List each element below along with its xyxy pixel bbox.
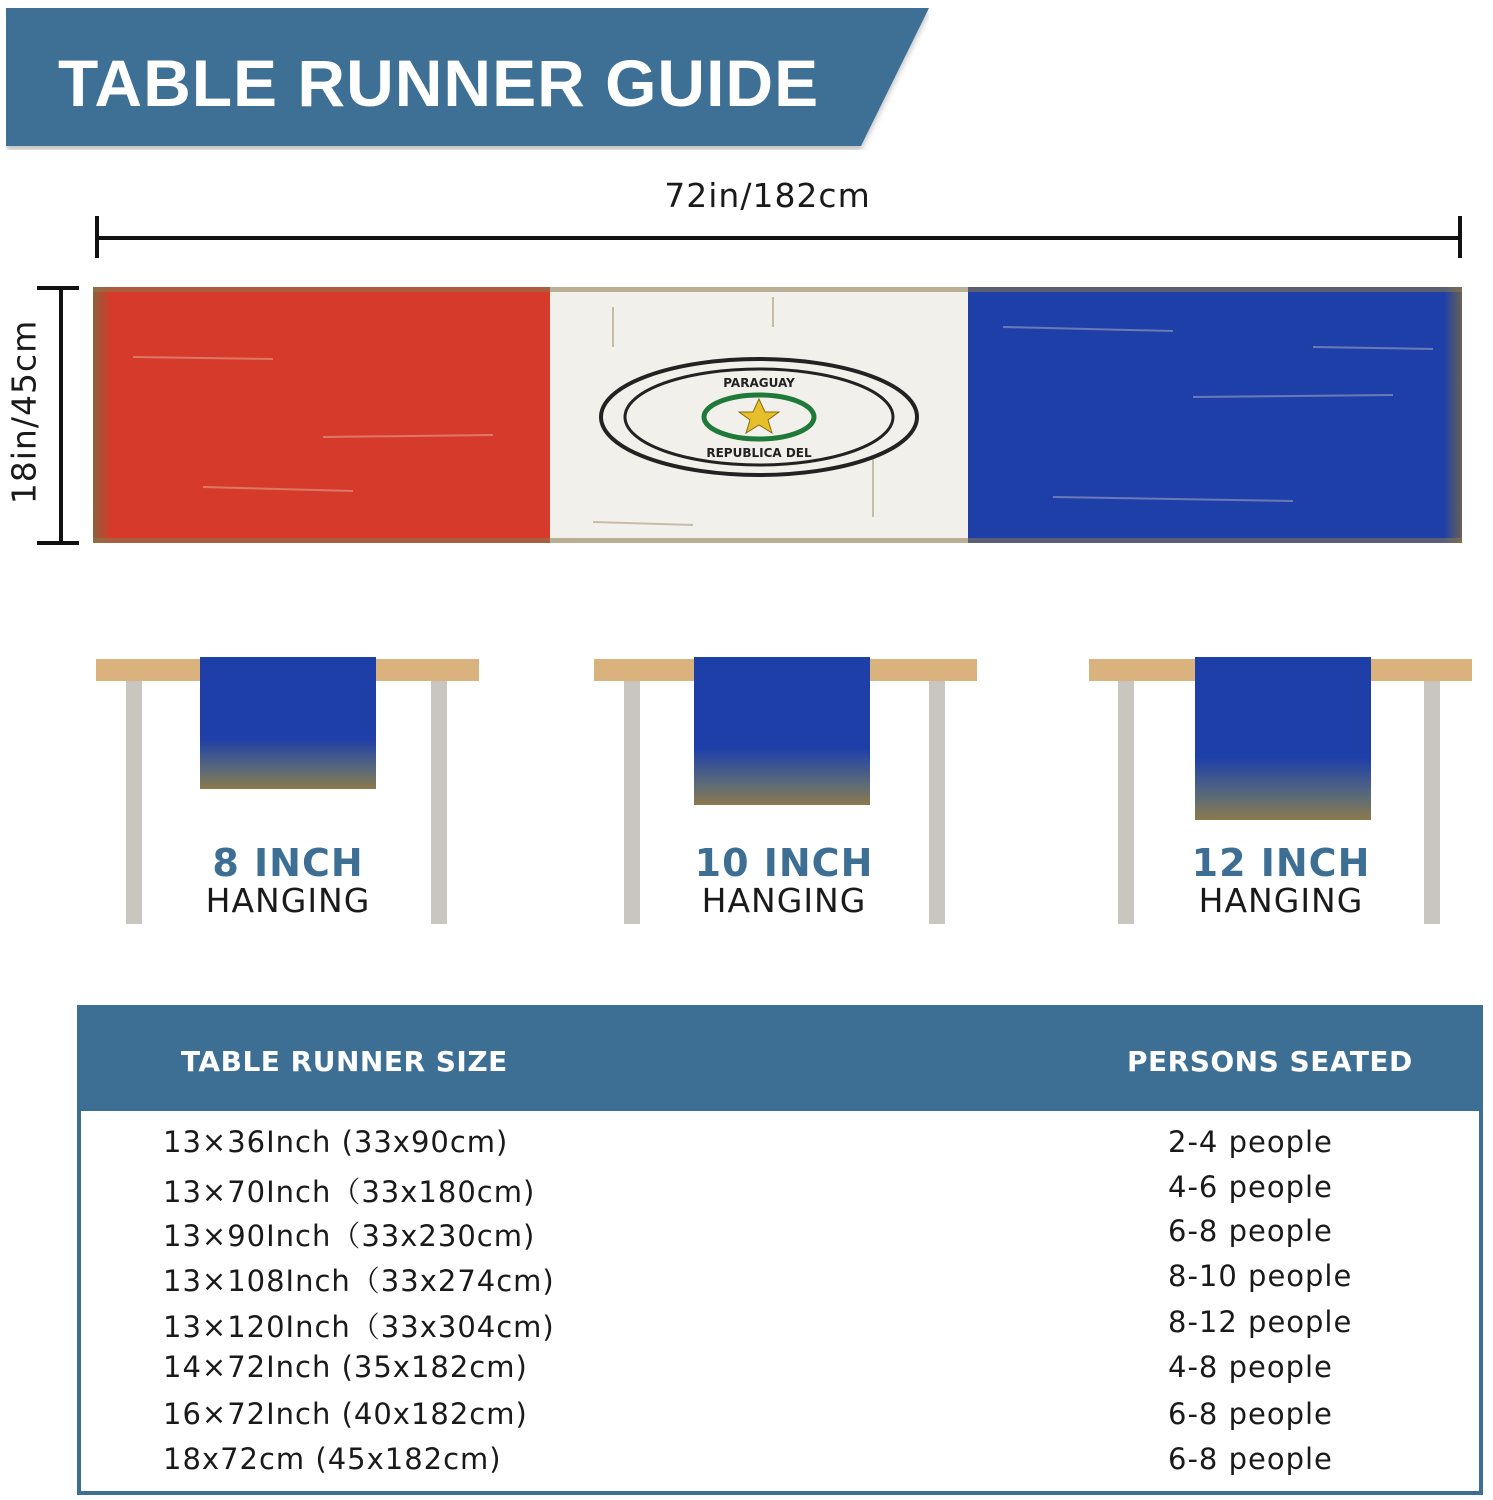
width-dimension-cap-right xyxy=(1458,216,1462,258)
persons-cell: 8-10 people xyxy=(1168,1259,1353,1293)
table-row xyxy=(81,1442,1479,1486)
height-dimension-line xyxy=(59,288,63,544)
width-dimension-cap-left xyxy=(95,216,99,258)
runner-size-cell: 14×72Inch (35x182cm) xyxy=(163,1350,528,1384)
height-dimension-cap-bottom xyxy=(37,541,79,545)
table-runner-flag xyxy=(93,287,1462,543)
runner-size-cell: 13×36Inch (33x90cm) xyxy=(163,1125,509,1159)
runner-drape xyxy=(694,657,870,805)
title-banner xyxy=(6,8,929,150)
runner-size-cell: 16×72Inch (40x182cm) xyxy=(163,1397,528,1431)
runner-size-cell: 13×108Inch（33x274cm) xyxy=(163,1264,555,1298)
persons-cell: 6-8 people xyxy=(1168,1397,1333,1431)
hanging-word-label: HANGING xyxy=(701,881,867,920)
width-dimension-line xyxy=(96,236,1462,240)
height-dimension-cap-top xyxy=(37,286,79,290)
hanging-length-label: 8 INCH xyxy=(212,841,364,885)
hanging-word-label: HANGING xyxy=(205,881,371,920)
persons-cell: 8-12 people xyxy=(1168,1305,1353,1339)
runner-drape xyxy=(200,657,376,789)
table-row xyxy=(81,1350,1479,1394)
height-dimension-label: 18in/45cm xyxy=(4,319,44,505)
header-runner-size: TABLE RUNNER SIZE xyxy=(181,1045,508,1078)
page-title: TABLE RUNNER GUIDE xyxy=(58,46,820,120)
hanging-length-label: 12 INCH xyxy=(1191,841,1371,885)
persons-cell: 6-8 people xyxy=(1168,1214,1333,1248)
table-row xyxy=(81,1305,1479,1349)
persons-cell: 4-6 people xyxy=(1168,1170,1333,1204)
width-dimension-label: 72in/182cm xyxy=(664,176,871,215)
runner-size-cell: 13×90Inch（33x230cm) xyxy=(163,1219,536,1253)
paraguay-flag-image xyxy=(93,287,1462,543)
runner-size-cell: 13×70Inch（33x180cm) xyxy=(163,1175,536,1209)
table-row xyxy=(81,1214,1479,1258)
size-table-header xyxy=(81,1009,1479,1111)
table-row xyxy=(81,1397,1479,1441)
hanging-word-label: HANGING xyxy=(1198,881,1364,920)
persons-cell: 4-8 people xyxy=(1168,1350,1333,1384)
header-persons-seated: PERSONS SEATED xyxy=(1127,1045,1413,1078)
runner-drape xyxy=(1195,657,1371,820)
table-row xyxy=(81,1259,1479,1303)
runner-size-cell: 13×120Inch（33x304cm) xyxy=(163,1310,555,1344)
runner-size-cell: 18x72cm (45x182cm) xyxy=(163,1442,502,1476)
persons-cell: 2-4 people xyxy=(1168,1125,1333,1159)
seal-text-bottom: REPUBLICA DEL xyxy=(706,446,812,460)
persons-cell: 6-8 people xyxy=(1168,1442,1333,1476)
seal-text-top: PARAGUAY xyxy=(723,376,795,390)
table-row xyxy=(81,1170,1479,1214)
size-table xyxy=(77,1005,1483,1495)
hanging-length-label: 10 INCH xyxy=(694,841,874,885)
table-row xyxy=(81,1125,1479,1169)
